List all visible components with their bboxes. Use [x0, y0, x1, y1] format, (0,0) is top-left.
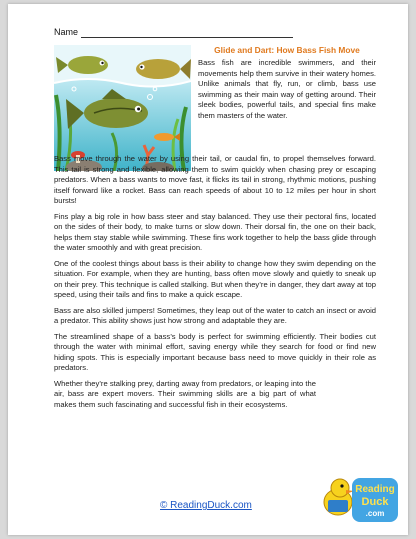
- logo-text-com: .com: [365, 509, 385, 518]
- logo-text-duck: Duck: [361, 496, 389, 508]
- paragraph-tail-full: Bass move through the water by using their tail, or caudal fin, to propel themselves forward. This tail is strong and flexible, allowing them to swim quickly when chasing prey or escaping predators. When a bass wants to move fast, it flicks its tail in strong, rhythmic motions, pushing itself forward like a rocket. Bass can reach speeds of about 10 to 12 miles per hour in short bursts!: [54, 154, 376, 205]
- intro-paragraph: Bass fish are incredible swimmers, and their movements help them survive in their watery homes. Unlike animals that fly, run, or climb, bass use swimming as their main way of getting around. Their sleek bodies, powerful tails, and special fins make them masters of the water.: [198, 58, 376, 120]
- paragraph-fins: Fins play a big role in how bass steer and stay balanced. They use their pectoral fins, located on the sides of their body, to make turns or slow down. Their dorsal fin, the one on their back, helps them stay stable while swimming. These fins work together to help the bass glide through the water smoothly and with great precision.: [54, 211, 376, 252]
- intro-block: [198, 45, 376, 124]
- paragraph-swim-change: One of the coolest things about bass is their ability to change how they swim depending on the situation. For example, when they are hunting, bass often move slowly and quietly to sneak up on their prey. This technique is called stalking. But when they’re in danger, they dart away at top speed, using their tails and fins to make a quick escape.: [54, 258, 376, 299]
- name-line[interactable]: [81, 37, 293, 38]
- worksheet-page: [8, 4, 408, 535]
- paragraph-streamlined: The streamlined shape of a bass’s body is perfect for swimming efficiently. Their bodies cut through the water with minimal effort, saving energy while they search for food or find new hiding spots. This is especially important because bass need to move quickly in their role as predators.: [54, 331, 376, 372]
- article-body: [54, 154, 376, 415]
- name-label: Name: [54, 27, 79, 37]
- name-row: [54, 26, 304, 38]
- paragraph-conclusion: Whether they’re stalking prey, darting away from predators, or leaping into the air, bass are expert movers. Their swimming skills are a big part of what makes them such fascinating and successful fish in their ecosystems.: [54, 378, 316, 409]
- page-title: Glide and Dart: How Bass Fish Move: [214, 45, 360, 55]
- readingduck-link[interactable]: © ReadingDuck.com: [160, 500, 252, 511]
- logo-text-reading: Reading: [355, 484, 395, 495]
- paragraph-jumpers: Bass are also skilled jumpers! Sometimes, they leap out of the water to catch an insect or avoid a predator. This ability shows just how strong and adaptable they are.: [54, 305, 376, 325]
- bass-fish-illustration: [54, 45, 191, 171]
- readingduck-logo: [318, 472, 400, 528]
